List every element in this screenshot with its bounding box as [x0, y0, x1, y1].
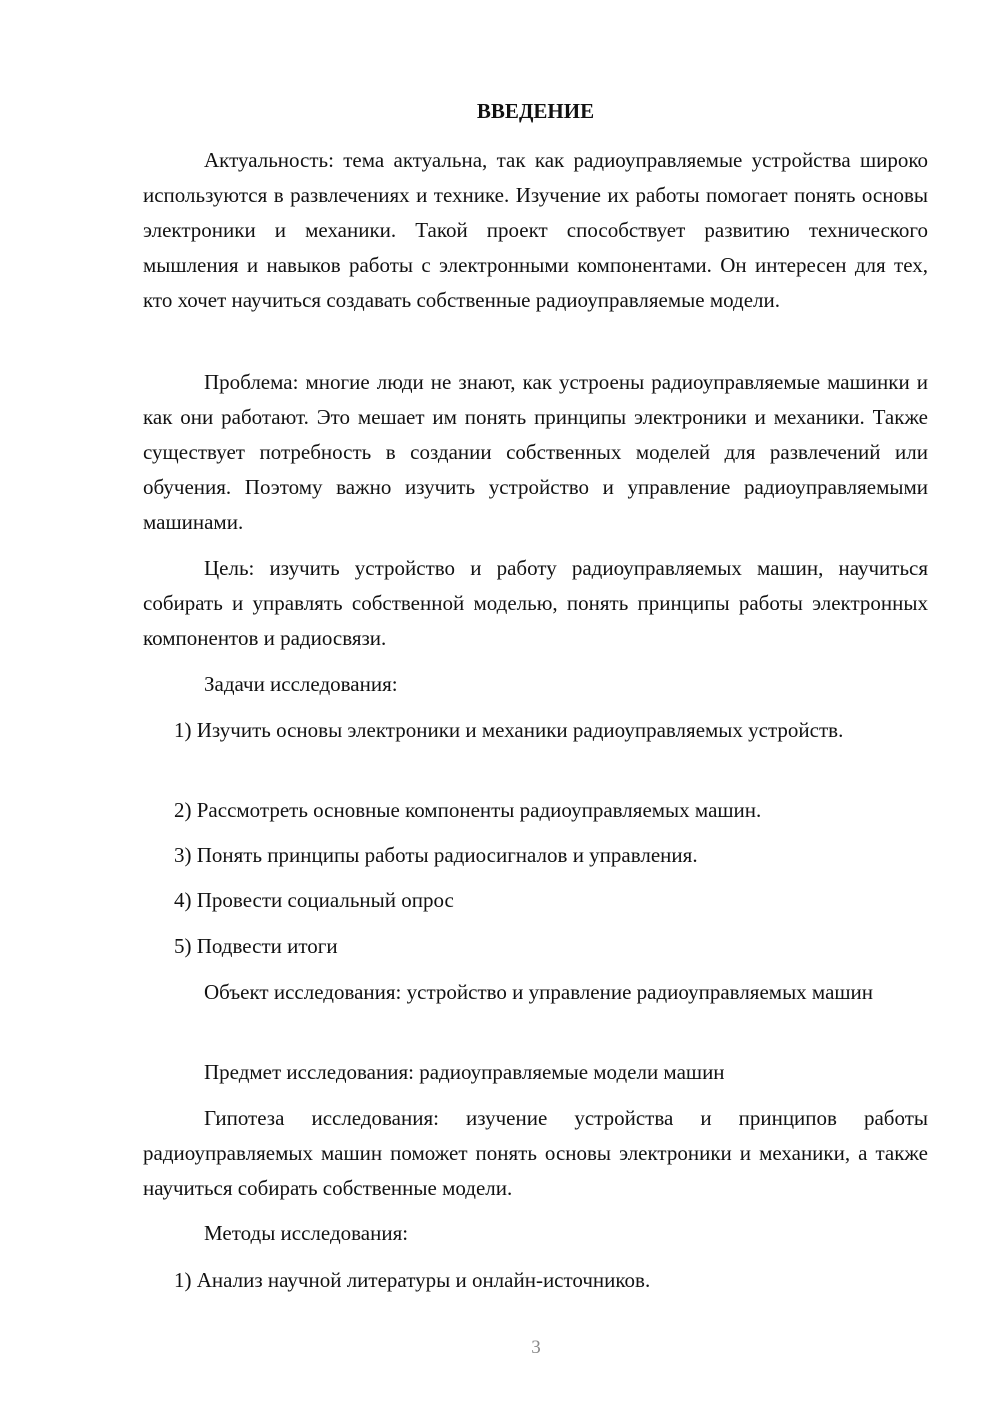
- list-item-task-5: 5) Подвести итоги: [174, 934, 338, 958]
- list-item-task-4: 4) Провести социальный опрос: [174, 888, 454, 912]
- list-item-task-3: 3) Понять принципы работы радиосигналов и управления.: [174, 843, 698, 867]
- paragraph-goal: Цель: изучить устройство и работу радиоуправляемых машин, научиться собирать и управлять собственной моделью, понять принципы работы электронных компонентов и радиосвязи.: [143, 556, 928, 650]
- section-heading: ВВЕДЕНИЕ: [476, 99, 595, 123]
- paragraph-problem: Проблема: многие люди не знают, как устроены радиоуправляемые машинки и как они работают. Это мешает им понять принципы электроники и механики. Также существует потребность в создании собственных моделей для развлечений или обучения. Поэтому важно изучить устройство и управление радиоуправляемыми машинами.: [143, 370, 928, 534]
- tasks-heading: Задачи исследования:: [204, 672, 398, 696]
- methods-heading: Методы исследования:: [204, 1221, 409, 1245]
- list-item-method-1: 1) Анализ научной литературы и онлайн-источников.: [174, 1268, 651, 1292]
- page-number: 3: [531, 1337, 541, 1358]
- paragraph-hypothesis: Гипотеза исследования: изучение устройства и принципов работы радиоуправляемых машин поможет понять основы электроники и механики, а также научиться собирать собственные модели.: [143, 1106, 928, 1200]
- paragraph-object: Объект исследования: устройство и управление радиоуправляемых машин: [204, 980, 874, 1004]
- list-item-task-2: 2) Рассмотреть основные компоненты радиоуправляемых машин.: [174, 798, 762, 822]
- paragraph-relevance: Актуальность: тема актуальна, так как радиоуправляемые устройства широко используются в развлечениях и технике. Изучение их работы помогает понять основы электроники и механики. Такой проект способствует развитию технического мышления и навыков работы с электронными компонентами. Он интересен для тех, кто хочет научиться создавать собственные радиоуправляемые модели.: [143, 148, 928, 312]
- list-item-task-1: 1) Изучить основы электроники и механики радиоуправляемых устройств.: [174, 718, 844, 742]
- paragraph-subject: Предмет исследования: радиоуправляемые модели машин: [204, 1060, 725, 1084]
